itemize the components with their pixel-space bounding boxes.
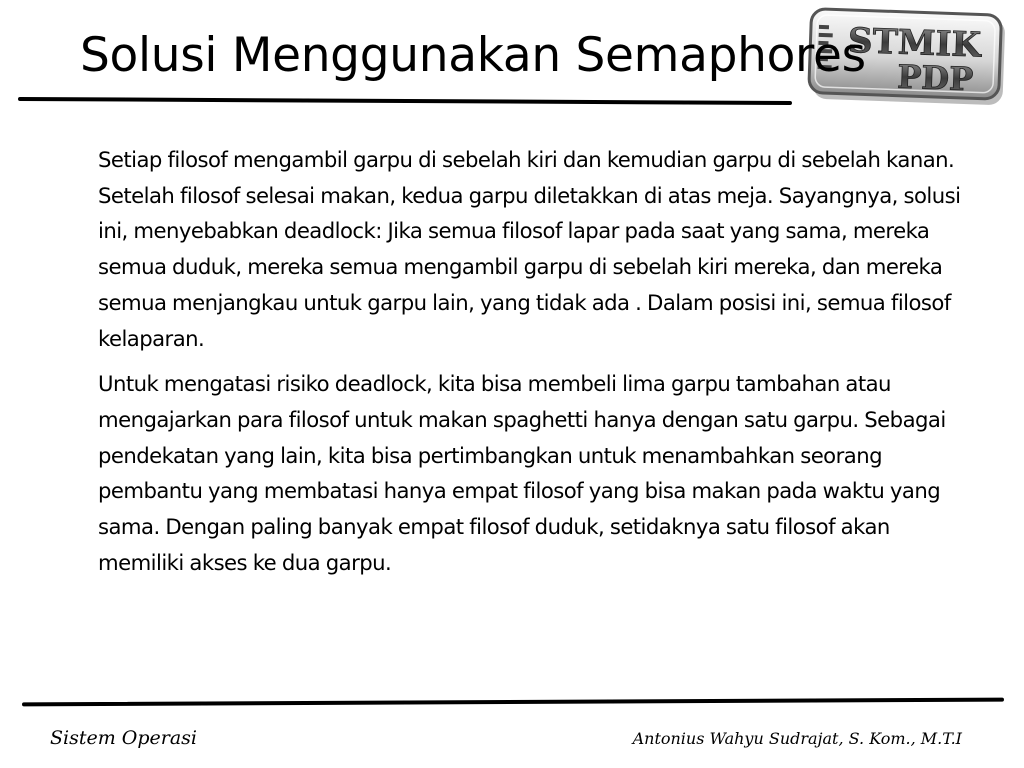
slide-body [98,142,968,590]
logo-text-pdp: PDP [896,57,974,99]
footer-divider [22,698,1004,707]
footer-course-name: Sistem Operasi [50,727,197,749]
footer-author: Antonius Wahyu Sudrajat, S. Kom., M.T.I [632,729,962,748]
paragraph-2: Untuk mengatasi risiko deadlock, kita bisa membeli lima garpu tambahan atau mengajarkan para filosof untuk makan spaghetti hanya dengan satu garpu. Sebagai pendekatan yang lain, kita bisa pertimbangkan untuk menambahkan seorang pembantu yang membatasi hanya empat filosof yang bisa makan pada waktu yang sama. Dengan paling banyak empat filosof duduk, setidaknya satu filosof akan memiliki akses ke dua garpu. [98,371,946,575]
paragraph-1: Setiap filosof mengambil garpu di sebelah kiri dan kemudian garpu di sebelah kanan. Setelah filosof selesai makan, kedua garpu diletakkan di atas meja. Sayangnya, solusi ini, menyebabkan deadlock: Jika semua filosof lapar pada saat yang sama, mereka semua duduk, mereka semua mengambil garpu di sebelah kiri mereka, dan mereka semua menjangkau untuk garpu lain, yang tidak ada . Dalam posisi ini, semua filosof kelaparan. [98,147,961,351]
title-underline [18,97,792,105]
slide-title: Solusi Menggunakan Semaphores [80,28,866,83]
logo-text-stmik: STMIK [847,20,982,66]
